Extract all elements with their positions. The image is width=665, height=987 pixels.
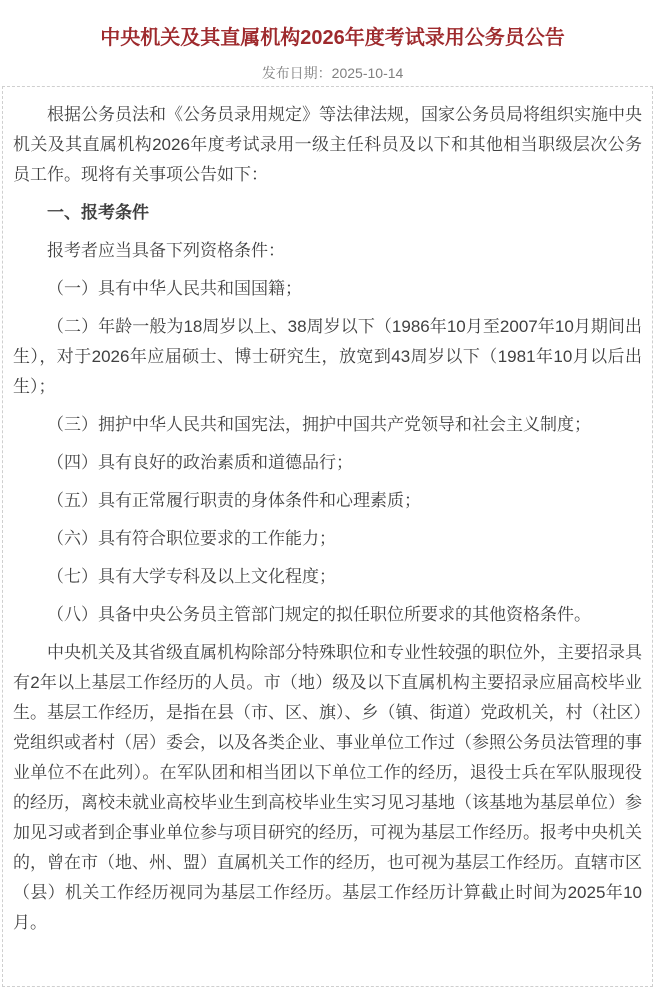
page-title: 中央机关及其直属机构2026年度考试录用公务员公告 xyxy=(100,27,565,49)
section-heading-application-conditions: 一、报考条件 xyxy=(47,203,149,222)
document-header xyxy=(0,24,665,82)
paragraph-requirements-intro: 报考者应当具备下列资格条件： xyxy=(47,241,285,260)
requirement-item-7: （七）具有大学专科及以上文化程度； xyxy=(47,567,336,586)
requirement-item-1: （一）具有中华人民共和国国籍； xyxy=(47,279,302,298)
requirement-item-5: （五）具有正常履行职责的身体条件和心理素质； xyxy=(47,491,421,510)
requirement-item-2: （二）年龄一般为18周岁以上、38周岁以下（1986年10月至2007年10月期间出生），对于2026年应届硕士、博士研究生，放宽到43周岁以下（1981年10月以后出生）； xyxy=(13,317,642,396)
announcement-body xyxy=(2,86,653,987)
publish-date: 发布日期：2025-10-14 xyxy=(261,65,404,81)
requirement-item-4: （四）具有良好的政治素质和道德品行； xyxy=(47,453,353,472)
paragraph-grassroots-experience: 中央机关及其省级直属机构除部分特殊职位和专业性较强的职位外，主要招录具有2年以上基层工作经历的人员。市（地）级及以下直属机构主要招录应届高校毕业生。基层工作经历，是指在县（市、区、旗）、乡（镇、街道）党政机关，村（社区）党组织或者村（居）委会，以及各类企业、事业单位工作过（参照公务员法管理的事业单位不在此列）。在军队团和相当团以下单位工作的经历，退役士兵在军队服现役的经历，离校未就业高校毕业生到高校毕业生实习见习基地（该基地为基层单位）参加见习或者到企事业单位参与项目研究的经历，可视为基层工作经历。报考中央机关的，曾在市（地、州、盟）直属机关工作的经历，也可视为基层工作经历。直辖市区（县）机关工作经历视同为基层工作经历。基层工作经历计算截止时间为2025年10月。 xyxy=(13,643,642,932)
requirement-item-8: （八）具备中央公务员主管部门规定的拟任职位所要求的其他资格条件。 xyxy=(47,605,591,624)
requirement-item-3: （三）拥护中华人民共和国宪法，拥护中国共产党领导和社会主义制度； xyxy=(47,415,591,434)
requirement-item-6: （六）具有符合职位要求的工作能力； xyxy=(47,529,336,548)
paragraph-intro: 根据公务员法和《公务员录用规定》等法律法规，国家公务员局将组织实施中央机关及其直属机构2026年度考试录用一级主任科员及以下和其他相当职级层次公务员工作。现将有关事项公告如下： xyxy=(13,105,642,184)
